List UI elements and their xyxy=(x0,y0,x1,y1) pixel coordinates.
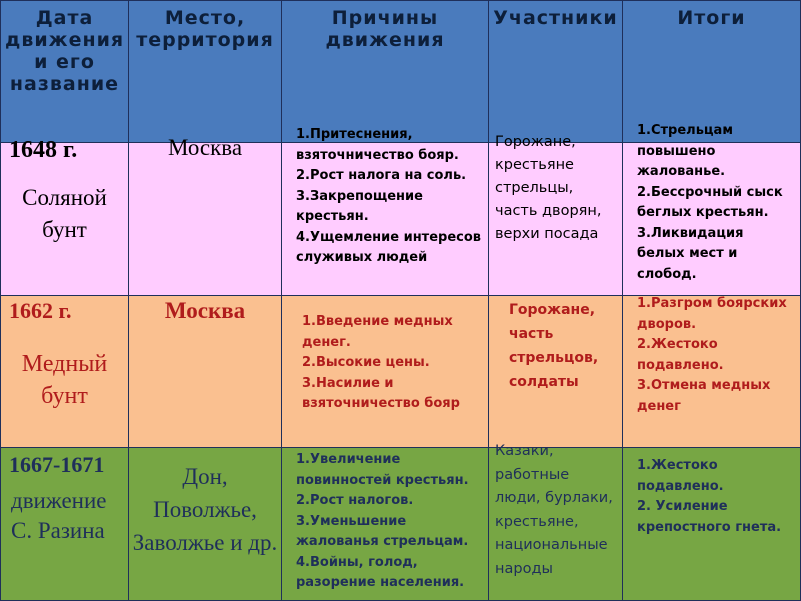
cause-item: 1.Притеснения, взяточничество бояр. xyxy=(296,127,459,163)
participants-cell xyxy=(489,134,623,296)
result-item: 1.Жестоко подавлено. xyxy=(637,458,724,494)
causes-cell xyxy=(282,127,489,296)
results-cell xyxy=(623,448,801,601)
participants-text: Казаки, работные люди, бурлаки, крестьяне, национальные народы xyxy=(495,443,613,577)
causes-list xyxy=(282,296,488,415)
date-text: 1667-1671 xyxy=(9,452,105,477)
cause-item: 2.Рост налогов. xyxy=(296,493,414,508)
header-date: Дата движения и его название xyxy=(1,1,129,143)
movement-name: движение С. Разина xyxy=(11,488,107,543)
place-cell xyxy=(129,448,282,601)
date-cell xyxy=(1,448,129,601)
results-cell xyxy=(623,296,801,448)
place-text: Москва xyxy=(164,298,246,323)
result-item: 2. Усиление крепостного гнета. xyxy=(637,499,782,535)
results-list xyxy=(623,294,800,417)
place-cell xyxy=(129,135,282,296)
date-text: 1648 г. xyxy=(9,137,78,163)
result-item: 2.Бессрочный сыск беглых крестьян. xyxy=(637,184,783,220)
date-text: 1662 г. xyxy=(9,298,72,323)
header-causes: Причины движения xyxy=(282,1,489,143)
participants-cell xyxy=(489,443,623,601)
result-item: 3.Ликвидация белых мест и слобод. xyxy=(637,225,744,282)
participants-text: Горожане, часть стрельцов, солдаты xyxy=(509,302,599,390)
header-results: Итоги xyxy=(623,1,801,143)
cause-item: 2.Высокие цены. xyxy=(302,355,430,370)
causes-list xyxy=(282,448,488,594)
results-cell xyxy=(623,123,801,296)
causes-list xyxy=(282,125,488,269)
header-participants: Участники xyxy=(489,1,623,143)
cause-item: 3.Насилие и взяточничество бояр xyxy=(302,375,460,411)
place-cell xyxy=(129,296,282,448)
table-row xyxy=(1,143,801,296)
table-row xyxy=(1,448,801,601)
causes-cell xyxy=(282,448,489,601)
result-item: 2.Жестоко подавлено. xyxy=(637,337,724,373)
cause-item: 1.Увеличение повинностей крестьян. xyxy=(296,452,469,488)
participants-text: Горожане, крестьяне стрельцы, часть дворян, верхи посада xyxy=(495,134,602,242)
table-row xyxy=(1,296,801,448)
movement-name: Медный бунт xyxy=(21,351,108,409)
cause-item: 1.Введение медных денег. xyxy=(302,314,453,350)
result-item: 1.Разгром боярских дворов. xyxy=(637,296,787,332)
cause-item: 3.Уменьшение жалованья стрельцам. xyxy=(296,513,469,549)
result-item: 3.Отмена медных денег xyxy=(637,378,771,414)
date-cell xyxy=(1,296,129,448)
date-cell xyxy=(1,137,129,296)
place-text: Москва xyxy=(167,135,243,160)
causes-cell xyxy=(282,296,489,448)
cause-item: 4.Войны, голод, разорение населения. xyxy=(296,554,465,590)
place-text: Дон, Поволжье, Заволжье и др. xyxy=(132,464,278,555)
cause-item: 4.Ущемление интересов служивых людей xyxy=(296,229,482,265)
results-list xyxy=(623,121,800,285)
movement-name: Соляной бунт xyxy=(22,185,107,242)
result-item: 1.Стрельцам повышено жалованье. xyxy=(637,123,733,179)
header-place: Место, территория xyxy=(129,1,282,143)
results-list xyxy=(623,448,800,538)
participants-cell xyxy=(489,296,623,448)
cause-item: 3.Закрепощение крестьян. xyxy=(296,188,423,224)
cause-item: 2.Рост налога на соль. xyxy=(296,168,467,183)
